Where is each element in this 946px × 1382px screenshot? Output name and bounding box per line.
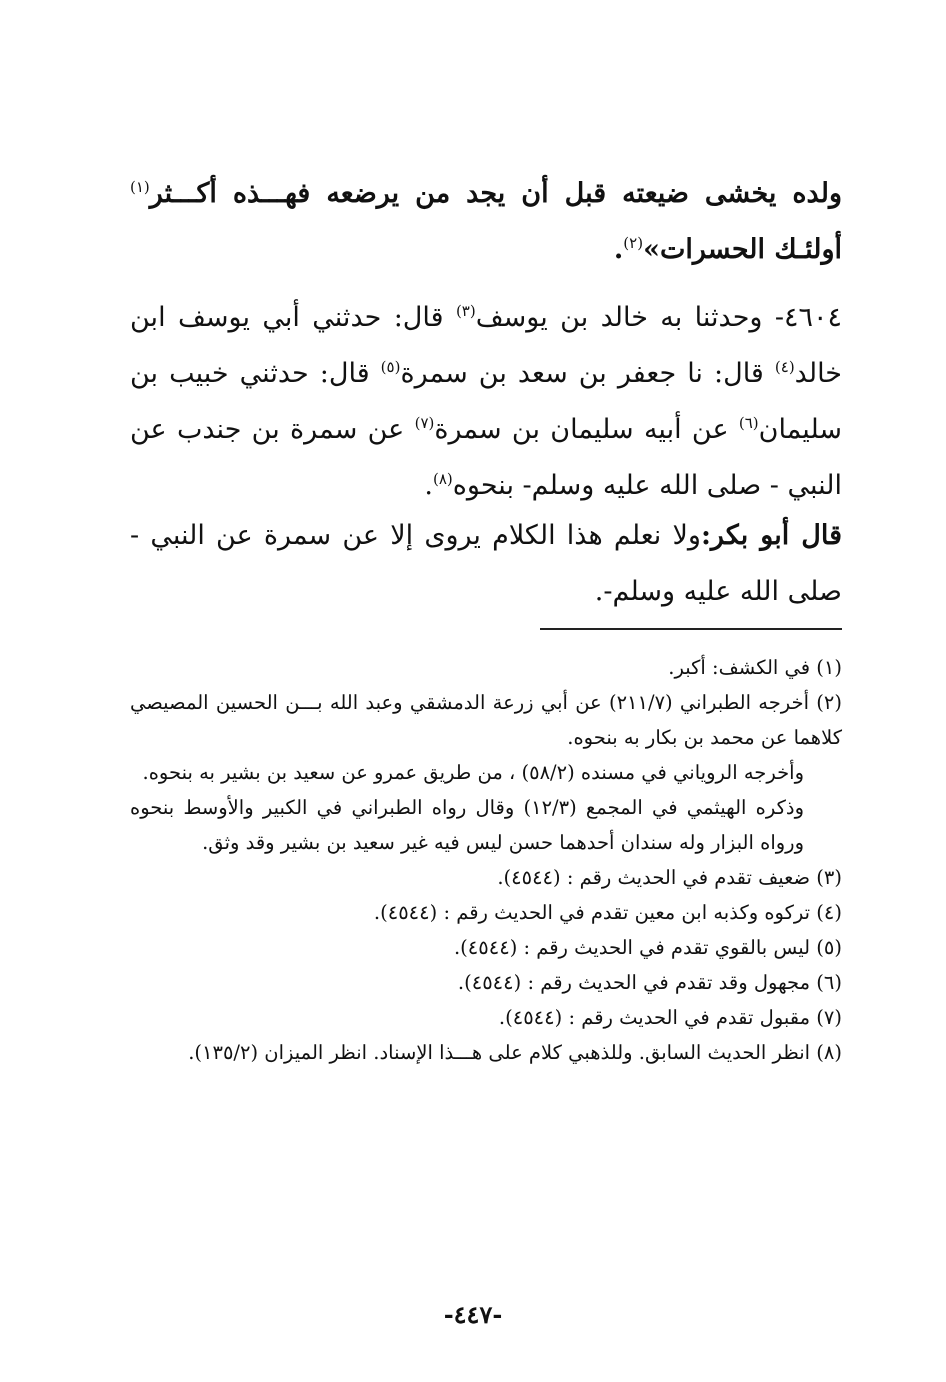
p2-text-6: عن سمرة بن جندب عن النبي - صلى الله عليه وسلم- بنحوه: [130, 414, 842, 501]
p2-text-4: قال: حدثني خبيب بن سليمان: [130, 358, 843, 445]
footnote-2: (٢) أخرجه الطبراني (٢١١/٧) عن أبي زرعة الدمشقي وعبد الله بـــن الحسين المصيصي كلاهما عن محمد بن بكار به بنحوه.: [130, 691, 842, 749]
footnote-separator: [540, 628, 842, 630]
footnote-2-cont-1: وأخرجه الروياني في مسنده (٥٨/٢) ، من طريق عمرو عن سعيد بن بشير به بنحوه.: [142, 761, 804, 784]
footnote-ref-3[interactable]: (٣): [455, 302, 476, 320]
page-number: -٤٤٧-: [443, 1300, 503, 1329]
footnote-7: (٧) مقبول تقدم في الحديث رقم : (٤٥٤٤).: [498, 1006, 842, 1029]
footnote-ref-6[interactable]: (٦): [738, 414, 759, 432]
footnote-4: (٤) تركوه وكذبه ابن معين تقدم في الحديث رقم : (٤٥٤٤).: [373, 901, 842, 924]
paragraph-abu-bakr-comment: [130, 508, 886, 620]
p1-line1-text: ولده يخشى ضيعته قبل أن يجد من يرضعه فهـــذه أكـــثر: [149, 178, 842, 209]
footnote-ref-1[interactable]: (١): [130, 178, 150, 196]
p1-line1-end: أولئـك: [774, 234, 842, 265]
p2-text-7: .: [424, 470, 433, 501]
p1-line2-text: الحسرات»: [643, 234, 765, 265]
p2-text-2: قال: حدثني أبي يوسف ابن خالد: [130, 302, 842, 389]
footnotes-section: [130, 650, 842, 1070]
p2-text-5: عن أبيه سليمان بن سمرة: [434, 414, 739, 445]
footnote-ref-2[interactable]: (٢): [623, 234, 644, 252]
footnote-ref-7[interactable]: (٧): [414, 414, 435, 432]
footnote-ref-5[interactable]: (٥): [380, 358, 401, 376]
paragraph-hadith-ending: [130, 166, 842, 278]
footnote-ref-8[interactable]: (٨): [433, 470, 453, 488]
footnote-2-cont-2: وذكره الهيثمي في المجمع (١٢/٣) وقال رواه الطبراني في الكبير والأوسط بنحوه ورواه البزار وله سندان أحدهما حسن ليس فيه غير سعيد بن بشير وقد وثق.: [130, 796, 804, 854]
footnote-3: (٣) ضعيف تقدم في الحديث رقم : (٤٥٤٤).: [497, 866, 842, 889]
footnote-6: (٦) مجهول وقد تقدم في الحديث رقم : (٤٥٤٤).: [457, 971, 842, 994]
p1-line2-end: .: [613, 234, 624, 265]
p2-text-1: ٤٦٠٤- وحدثنا به خالد بن يوسف: [475, 302, 842, 333]
footnote-5: (٥) ليس بالقوي تقدم في الحديث رقم : (٤٥٤٤).: [453, 936, 842, 959]
footnote-8: (٨) انظر الحديث السابق. وللذهبي كلام على هـــذا الإسناد. انظر الميزان (١٣٥/٢).: [188, 1041, 842, 1064]
p2-text-3: قال: نا جعفر بن سعد بن سمرة: [400, 358, 775, 389]
paragraph-hadith-4604: [130, 290, 886, 514]
footnote-1: (١) في الكشف: أكبر.: [668, 656, 842, 679]
p3-lead: قال أبو بكر:: [700, 520, 842, 551]
footnote-ref-4[interactable]: (٤): [774, 358, 795, 376]
p3-text: ولا نعلم هذا الكلام يروى إلا عن سمرة عن النبي - صلى الله عليه وسلم-.: [130, 520, 842, 607]
